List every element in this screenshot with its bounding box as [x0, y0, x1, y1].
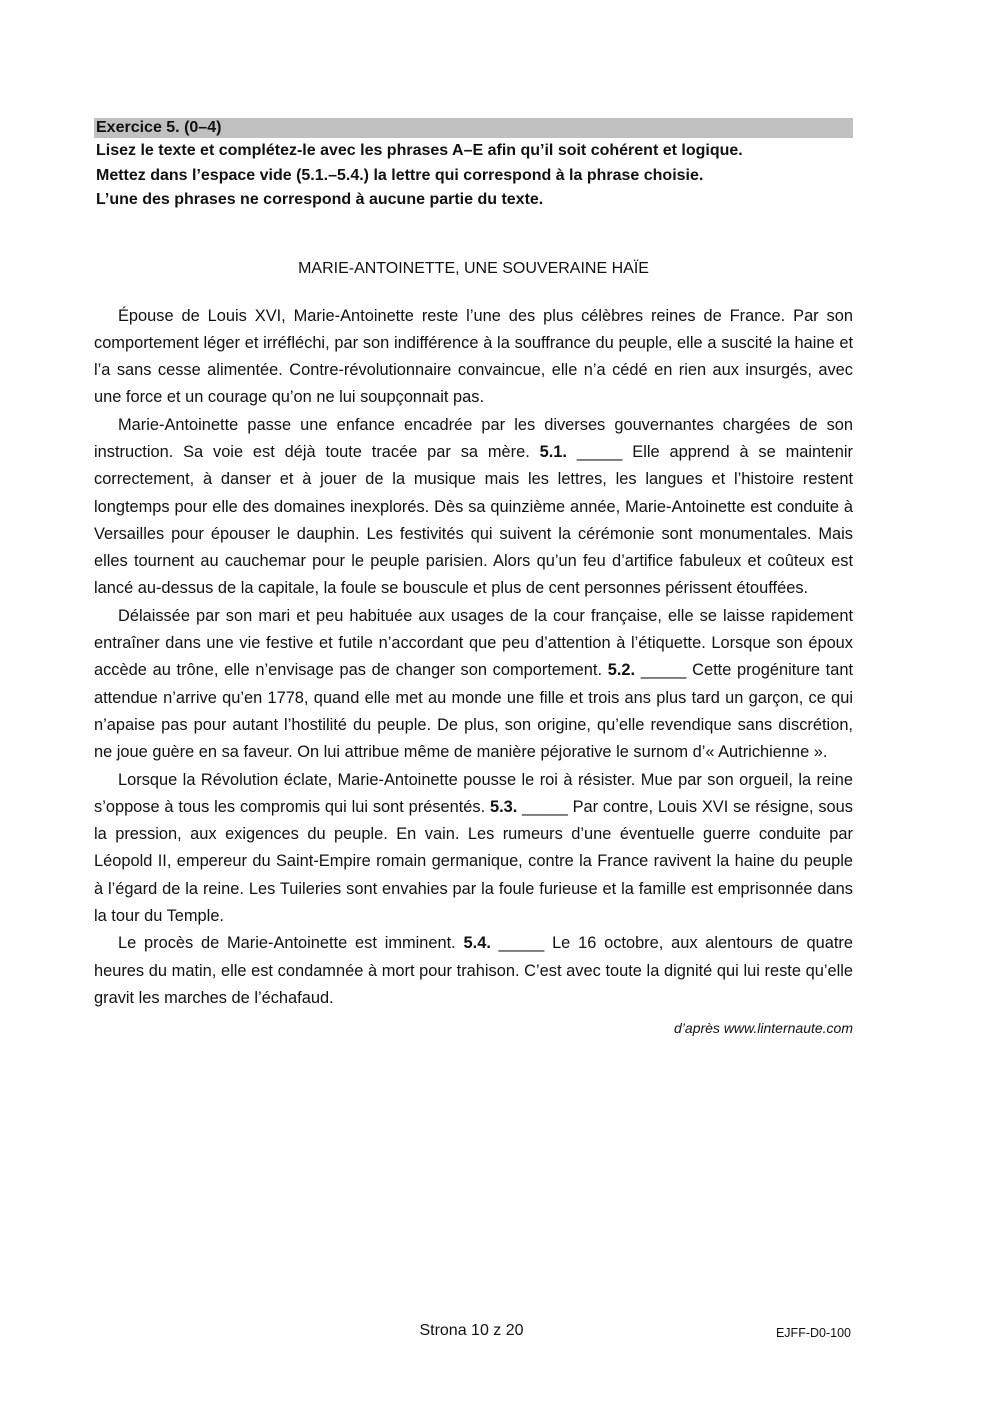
- paragraph-text: Cette progéniture tant attendue n’arrive qu’en 1778, quand elle met au monde une fille et trois ans plus tard un garçon, ce qui n’apaise pas pour autant l’hostilité du peuple. De plus, son origine, qu’elle revendique sans discrétion, ne joue guère en sa faveur. On lui attribue même de manière péjorative le surnom d’« Autrichienne ».: [94, 661, 854, 762]
- exam-page: [94, 118, 853, 1038]
- gap-number: 5.4.: [463, 934, 491, 953]
- instruction-line: Mettez dans l’espace vide (5.1.–5.4.) la lettre qui correspond à la phrase choisie.: [96, 166, 704, 184]
- paragraph-text: Elle apprend à se maintenir correctement, à danser et à jouer de la musique mais les lettres, les langues et l’histoire restent longtemps pour elle des domaines inexplorés. Dès sa quinzième année, Marie-Antoinette est conduite à Versailles pour épouser le dauphin. Les festivités qui suivent la cérémonie sont monumentales. Mais elles tournent au cauchemar pour le peuple parisien. Alors qu’un feu d’artifice fabuleux et coûteux est lancé au-dessus de la capitale, la foule se bouscule et plus de cent personnes périssent étouffées.: [94, 442, 853, 598]
- paragraph-text: Marie-Antoinette passe une enfance encadrée par les diverses gouvernantes chargées de son instruction. Sa voie est déjà toute tracée par sa mère.: [94, 415, 853, 461]
- gap-number: 5.3.: [490, 797, 518, 816]
- source-credit: d’après www.linternaute.com: [674, 1020, 853, 1037]
- paragraph-text: Le procès de Marie-Antoinette est imminent.: [118, 934, 456, 953]
- paragraph-text: Le 16 octobre, aux alentours de quatre heures du matin, elle est condamnée à mort pour trahison. C’est avec toute la dignité qui lui reste qu’elle gravit les marches de l’échafaud.: [94, 934, 853, 1007]
- paragraph-text: Épouse de Louis XVI, Marie-Antoinette reste l’une des plus célèbres reines de France. Par son comportement léger et irréfléchi, par son indifférence à la souffrance du peuple, elle a suscité la haine et l’a sans cesse alimentée. Contre-révolutionnaire convaincue, elle n’a cédé en rien aux insurgés, avec une force et un courage qu’on ne lui soupçonnait pas.: [94, 306, 853, 407]
- gap-5-1[interactable]: [540, 443, 623, 461]
- paragraph-3: [94, 603, 853, 767]
- gap-blank: _____: [576, 442, 623, 461]
- paragraph-1: [94, 303, 853, 412]
- exercise-heading: Exercice 5. (0–4): [94, 118, 853, 138]
- text-title: MARIE-ANTOINETTE, UNE SOUVERAINE HAÏE: [298, 259, 649, 277]
- paragraph-5: [94, 930, 853, 1012]
- text-body: [94, 303, 853, 1013]
- paragraph-text: Délaissée par son mari et peu habituée aux usages de la cour française, elle se laisse rapidement entraîner dans une vie festive et futile n’accordant que peu d’attention à l’étiquette. Lorsque son époux accède au trône, elle n’envisage pas de changer son comportement.: [94, 606, 853, 680]
- exercise-instructions: [96, 139, 851, 213]
- page-number: Strona 10 z 20: [419, 1322, 524, 1339]
- gap-number: 5.1.: [539, 442, 567, 461]
- exam-code: EJFF-D0-100: [775, 1326, 851, 1340]
- paragraph-text: Lorsque la Révolution éclate, Marie-Antoinette pousse le roi à résister. Mue par son orgueil, la reine s’oppose à tous les compromis qui lui sont présentés.: [94, 770, 853, 816]
- instruction-line: Lisez le texte et complétez-le avec les phrases A–E afin qu’il soit cohérent et logique.: [96, 142, 743, 159]
- paragraph-2: [94, 412, 853, 603]
- gap-blank: _____: [498, 934, 545, 953]
- gap-5-2[interactable]: [608, 661, 687, 679]
- gap-5-3[interactable]: [490, 798, 568, 816]
- instruction-line: L’une des phrases ne correspond à aucune partie du texte.: [96, 191, 544, 208]
- gap-blank: _____: [522, 797, 568, 816]
- gap-5-4[interactable]: [464, 934, 545, 952]
- paragraph-text: Par contre, Louis XVI se résigne, sous la pression, aux exigences du peuple. En vain. Les rumeurs d’une éventuelle guerre conduite par Léopold II, empereur du Saint-Empire romain germanique, contre la France ravivent la haine du peuple à l’égard de la reine. Les Tuileries sont envahies par la foule furieuse et la famille est emprisonnée dans la tour du Temple.: [94, 797, 853, 926]
- gap-blank: _____: [640, 661, 687, 680]
- gap-number: 5.2.: [607, 661, 636, 680]
- paragraph-4: [94, 767, 853, 931]
